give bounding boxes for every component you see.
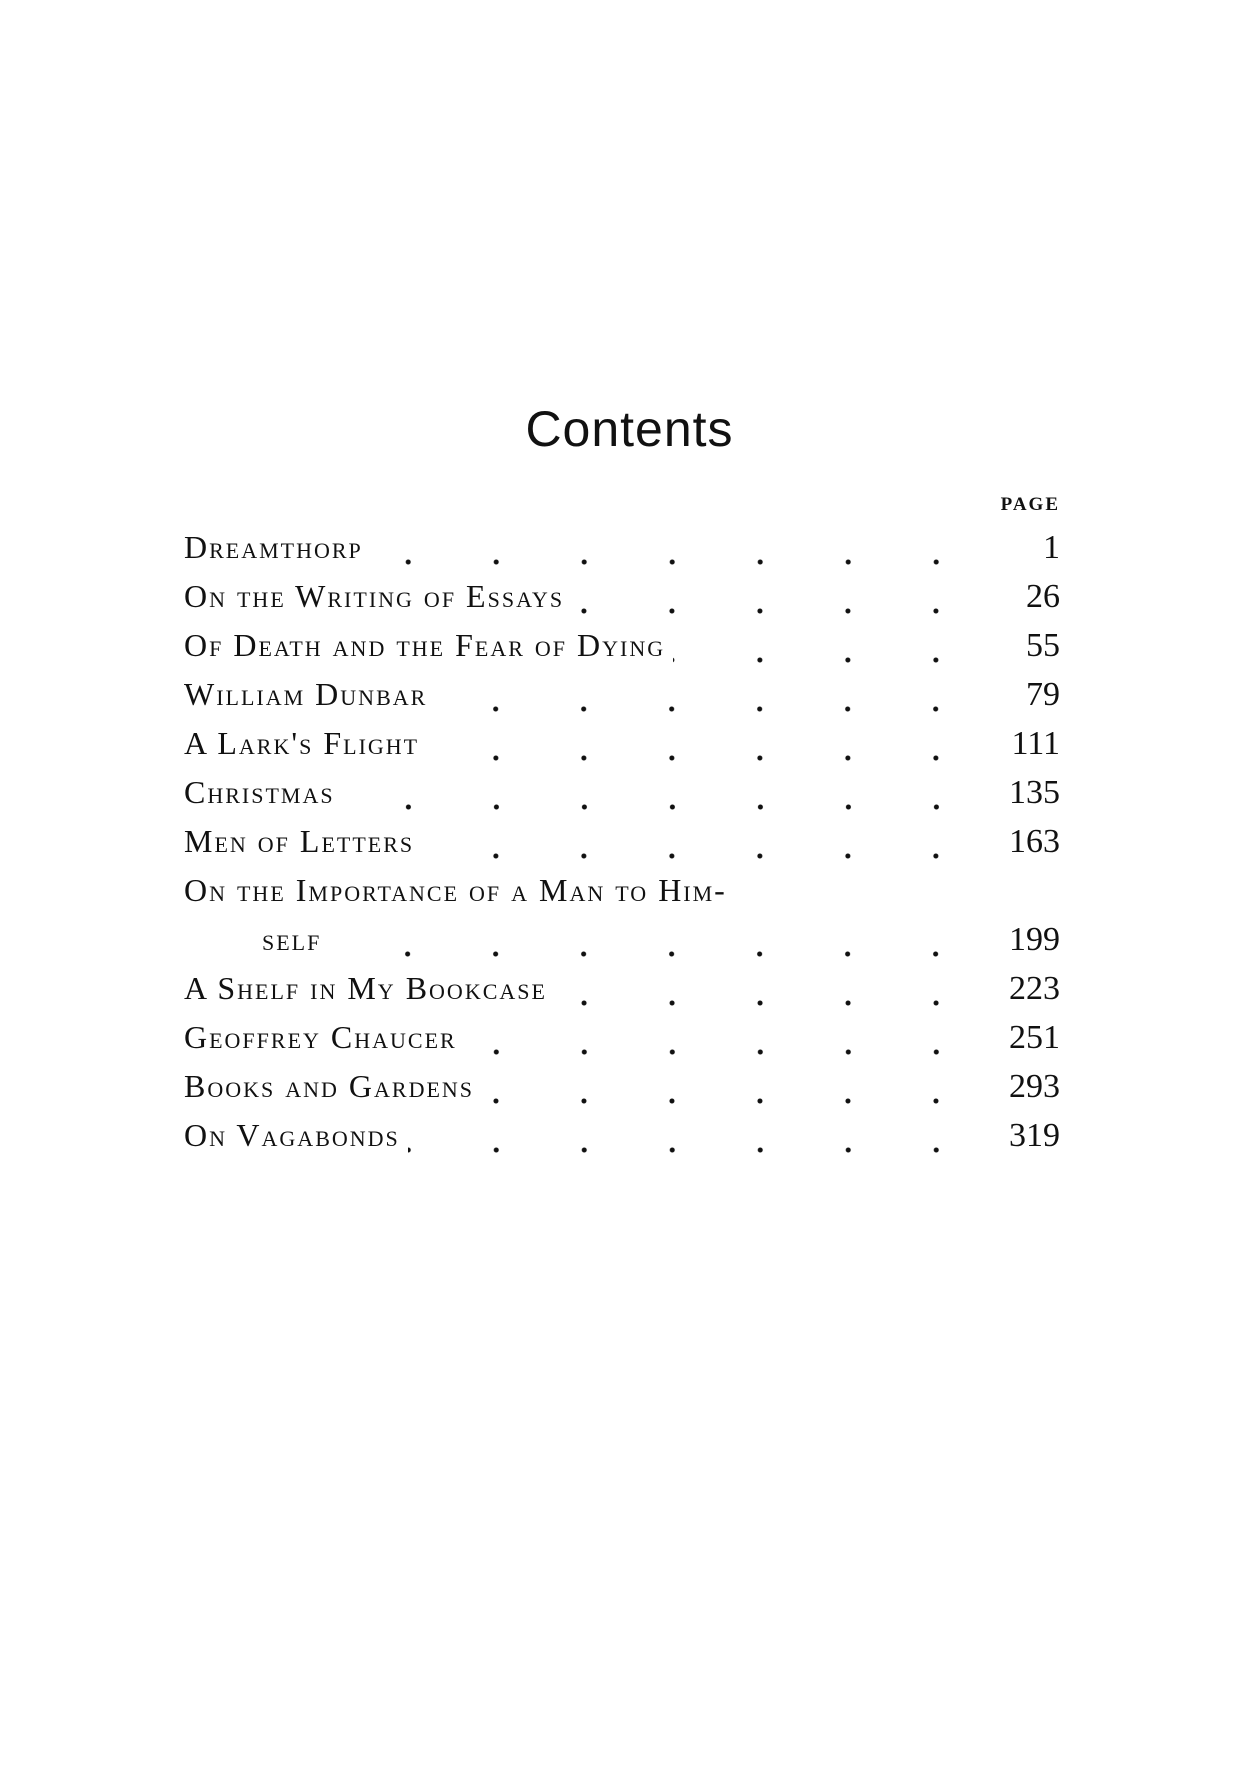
entry-title: A Shelf in My Bookcase [184, 972, 555, 1010]
toc-entry[interactable] [184, 1059, 1060, 1108]
entry-page-number: 319 [1009, 1117, 1060, 1154]
entry-page-number: 163 [1009, 823, 1060, 860]
entry-page-number: 55 [1026, 627, 1060, 664]
entry-title: Christmas [184, 776, 343, 814]
dot-leaders [371, 531, 980, 569]
toc-entry[interactable] [184, 961, 1060, 1010]
toc-entry[interactable] [184, 569, 1060, 618]
entry-title: William Dunbar [184, 678, 435, 716]
dot-leaders [555, 972, 980, 1010]
toc-entry[interactable] [184, 667, 1060, 716]
toc-entry[interactable] [184, 1108, 1060, 1157]
dot-leaders [422, 825, 980, 863]
page-title: Contents [525, 401, 734, 457]
table-of-contents [184, 490, 1060, 1157]
toc-entry[interactable] [184, 814, 1060, 863]
entry-title: Books and Gardens [184, 1070, 482, 1108]
entry-title: On Vagabonds [184, 1119, 408, 1157]
entry-page-number: 135 [1009, 774, 1060, 811]
dot-leaders [329, 923, 980, 961]
dot-leaders [435, 678, 980, 716]
entry-title: On the Importance of a Man to Him- [184, 874, 735, 912]
toc-entry[interactable] [184, 716, 1060, 765]
entry-page-number: 199 [1009, 921, 1060, 958]
entry-page-number: 26 [1026, 578, 1060, 615]
dot-leaders [465, 1021, 980, 1059]
dot-leaders [427, 727, 980, 765]
dot-leaders [408, 1119, 980, 1157]
toc-entry-continuation[interactable] [184, 912, 1060, 961]
toc-entry[interactable] [184, 618, 1060, 667]
entry-title: A Lark's Flight [184, 727, 427, 765]
entry-title: Men of Letters [184, 825, 422, 863]
entry-title: Dreamthorp [184, 531, 371, 569]
entry-page-number: 251 [1009, 1019, 1060, 1056]
dot-leaders [673, 629, 980, 667]
toc-entry[interactable] [184, 520, 1060, 569]
toc-entry[interactable] [184, 765, 1060, 814]
entry-page-number: 223 [1009, 970, 1060, 1007]
dot-leaders [482, 1070, 980, 1108]
toc-entry[interactable] [184, 863, 1060, 912]
entry-page-number: 111 [1011, 725, 1060, 762]
entry-page-number: 79 [1026, 676, 1060, 713]
entry-title: Of Death and the Fear of Dying [184, 629, 673, 667]
dot-leaders [572, 580, 980, 618]
entry-title: On the Writing of Essays [184, 580, 572, 618]
dot-leaders [343, 776, 980, 814]
toc-entry[interactable] [184, 1010, 1060, 1059]
entry-title-continued: self [184, 923, 329, 961]
page-column-label: PAGE [1000, 494, 1060, 515]
entry-title: Geoffrey Chaucer [184, 1021, 465, 1059]
entry-page-number: 1 [1043, 529, 1060, 566]
entry-page-number: 293 [1009, 1068, 1060, 1105]
